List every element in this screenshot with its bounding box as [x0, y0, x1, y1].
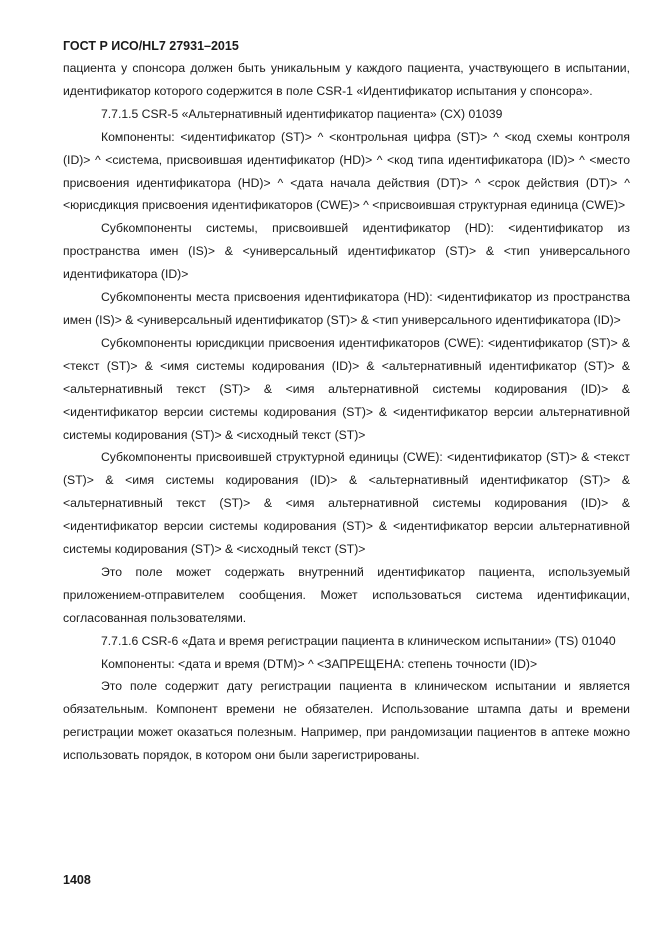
- paragraph-components-csr6: Компоненты: <дата и время (DTM)> ^ <ЗАПРЕЩЕНА: степень точности (ID)>: [101, 656, 538, 671]
- paragraph-csr5-description: Это поле может содержать внутренний идентификатор пациента, используемый приложением-отправителем сообщения. Может использоваться система идентификации, согласованная пользователями.: [63, 564, 630, 625]
- paragraph-csr6-description: Это поле содержит дату регистрации пациента в клиническом испытании и является обязательным. Компонент времени не обязателен. Использование штампа даты и времени регистрации может оказаться полезным. Например, при рандомизации пациентов в аптеке можно использовать порядок, в котором они были зарегистрированы.: [63, 679, 630, 763]
- standard-header: ГОСТ Р ИСО/HL7 27931–2015: [63, 39, 239, 53]
- section-heading-csr6: 7.7.1.6 CSR-6 «Дата и время регистрации пациента в клиническом испытании» (TS) 01040: [101, 633, 616, 648]
- paragraph-subcomponents-place: Субкомпоненты места присвоения идентификатора (HD): <идентификатор из пространства имен (IS)> & <универсальный идентификатор (ST)> & <тип универсального идентификатора (ID)>: [63, 290, 630, 327]
- section-heading-csr5: 7.7.1.5 CSR-5 «Альтернативный идентификатор пациента» (CX) 01039: [101, 106, 503, 121]
- paragraph-components-csr5: Компоненты: <идентификатор (ST)> ^ <контрольная цифра (ST)> ^ <код схемы контроля (ID)> ^ <система, присвоившая идентификатор (HD)> ^ <код типа идентификатора (ID)> ^ <место присвоения идентификатора (HD)> ^ <дата начала действия (DT)> ^ <срок действия (DT)> ^ <юрисдикция присвоения идентификаторов (CWE)> ^ <присвоившая структурная единица (CWE)>: [63, 129, 630, 213]
- page-number: 1408: [63, 873, 91, 887]
- paragraph-subcomponents-system: Субкомпоненты системы, присвоившей идентификатор (HD): <идентификатор из пространства имен (IS)> & <универсальный идентификатор (ST)> & <тип универсального идентификатора (ID)>: [63, 221, 630, 282]
- paragraph-subcomponents-jurisdiction: Субкомпоненты юрисдикции присвоения идентификаторов (CWE): <идентификатор (ST)> & <текст (ST)> & <имя системы кодирования (ID)> & <альтернативный идентификатор (ST)> & <альтернативный текст (ST)> & <имя альтернативной системы кодирования (ID)> & <идентификатор версии системы кодирования (ST)> & <идентификатор версии альтернативной системы кодирования (ST)> & <исходный текст (ST)>: [63, 335, 630, 442]
- body-text: [63, 57, 630, 767]
- paragraph-subcomponents-unit: Субкомпоненты присвоившей структурной единицы (CWE): <идентификатор (ST)> & <текст (ST)> & <имя системы кодирования (ID)> & <альтернативный идентификатор (ST)> & <альтернативный текст (ST)> & <имя альтернативной системы кодирования (ID)> & <идентификатор версии системы кодирования (ST)> & <идентификатор версии альтернативной системы кодирования (ST)> & <исходный текст (ST)>: [63, 450, 630, 557]
- document-page: [63, 38, 630, 767]
- paragraph-continuation: пациента у спонсора должен быть уникальным у каждого пациента, участвующего в испытании, идентификатор которого содержится в поле CSR-1 «Идентификатор испытания у спонсора».: [63, 61, 630, 98]
